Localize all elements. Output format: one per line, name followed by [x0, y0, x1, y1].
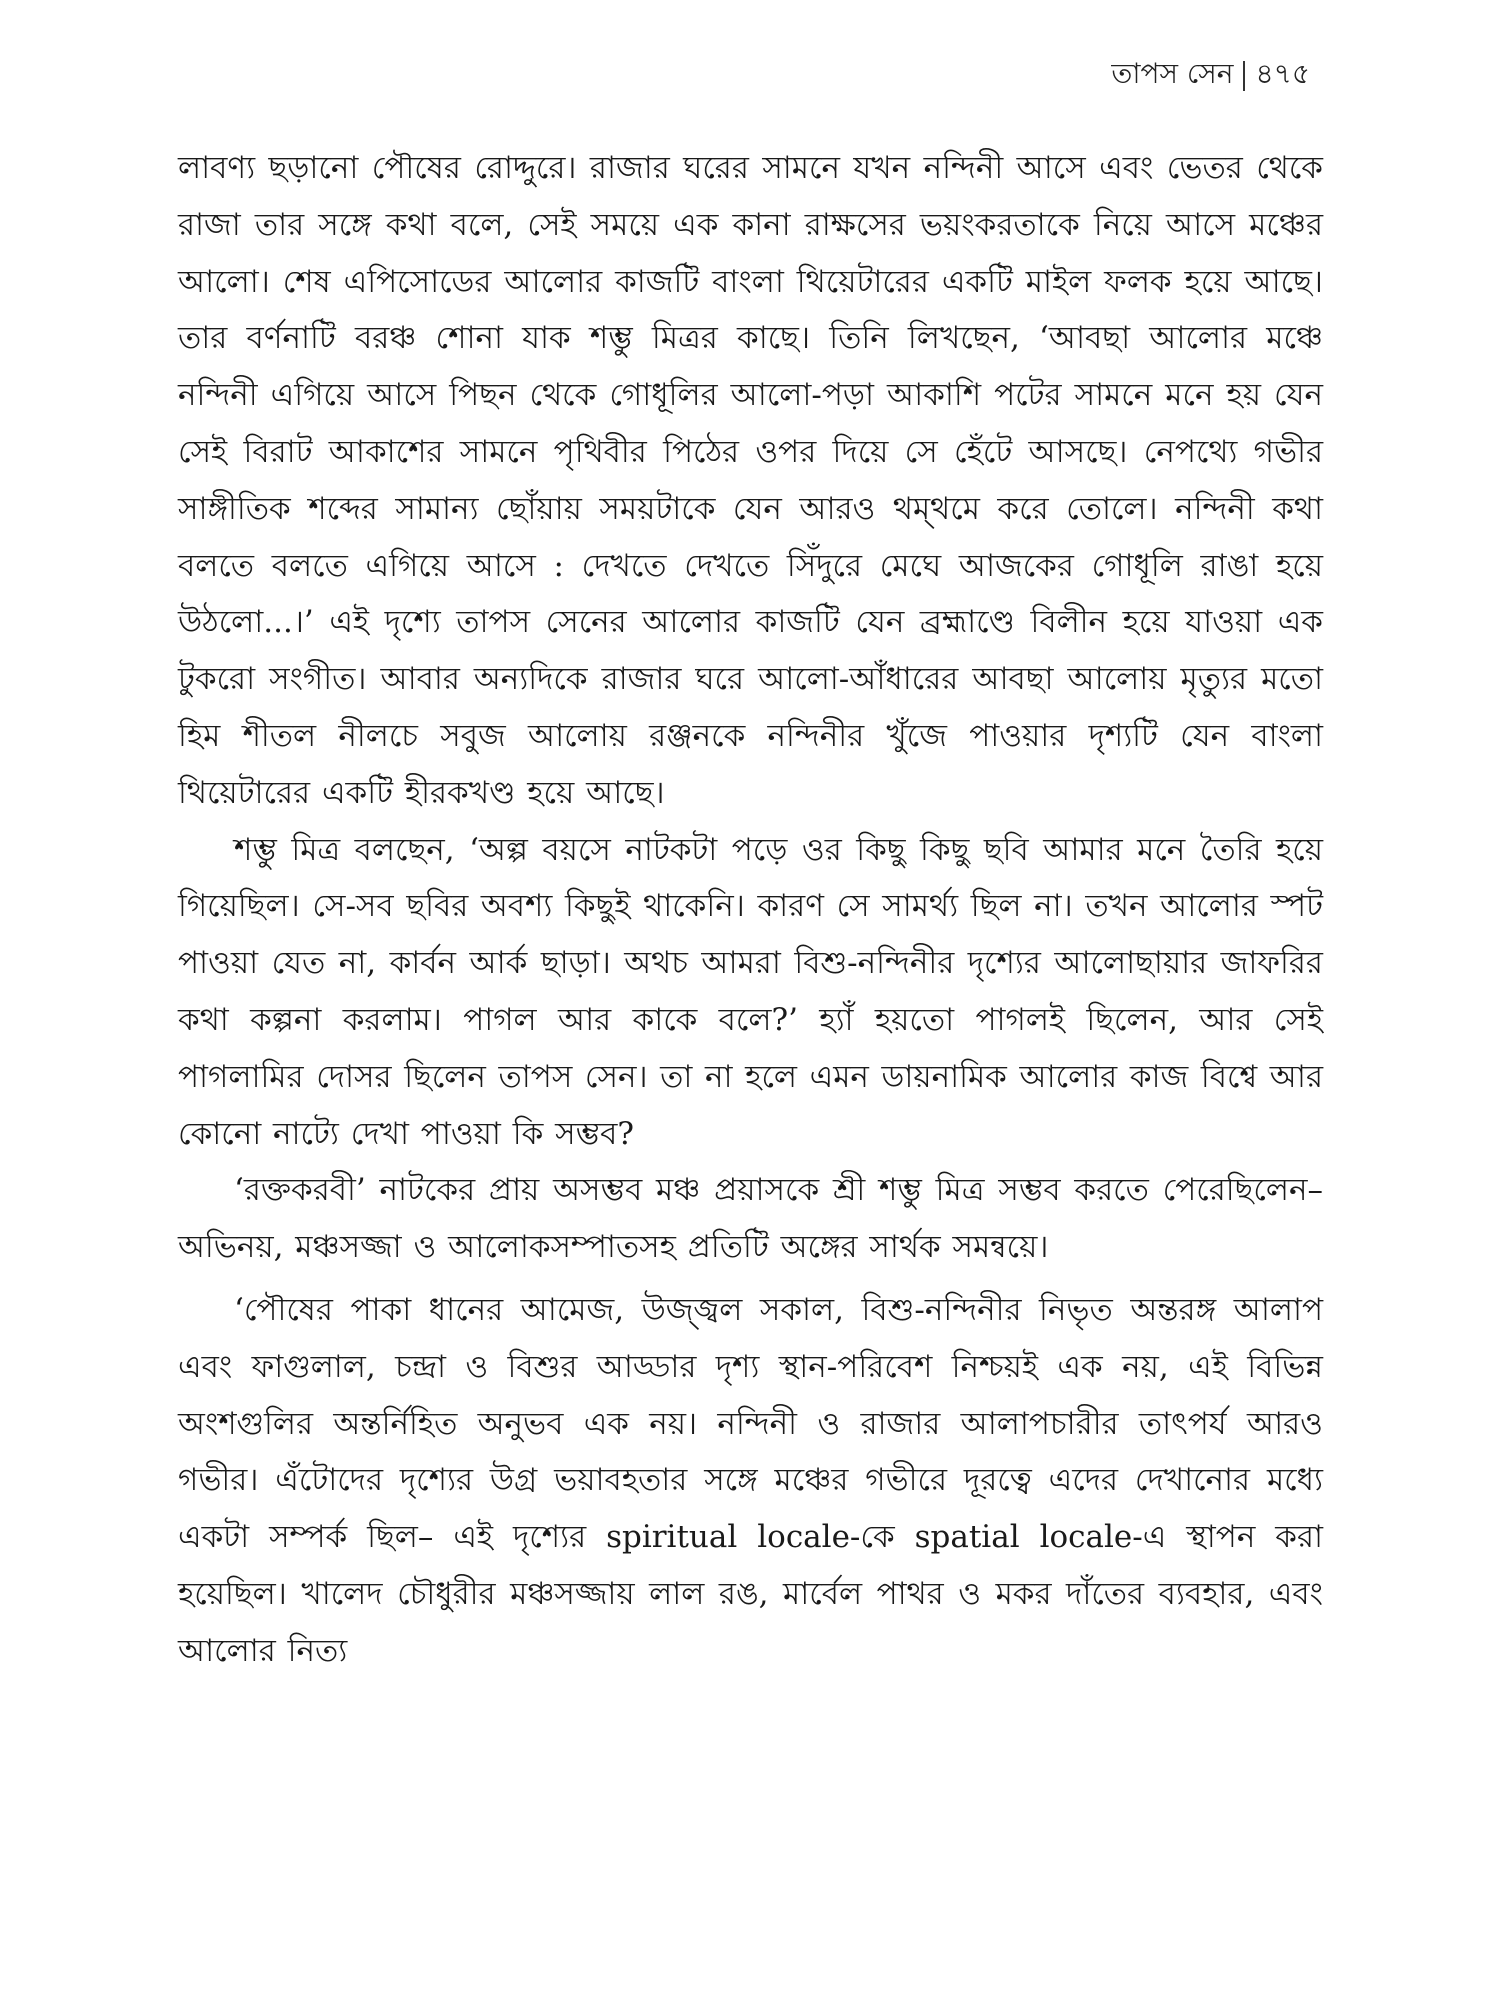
body-text: [178, 140, 1323, 1680]
page-number: ৪৭৫: [1255, 57, 1310, 90]
paragraph-2: শম্ভু মিত্র বলছেন, ‘অল্প বয়সে নাটকটা পড়ে ওর কিছু কিছু ছবি আমার মনে তৈরি হয়ে গিয়েছিল। সে-সব ছবির অবশ্য কিছুই থাকেনি। কারণ সে সামর্থ্য ছিল না। তখন আলোর স্পট পাওয়া যেত না, কার্বন আর্ক ছাড়া। অথচ আমরা বিশু-নন্দিনীর দৃশ্যের আলোছায়ার জাফরির কথা কল্পনা করলাম। পাগল আর কাকে বলে?’ হ্যাঁ হয়তো পাগলই ছিলেন, আর সেই পাগলামির দোসর ছিলেন তাপস সেন। তা না হলে এমন ডায়নামিক আলোর কাজ বিশ্বে আর কোনো নাট্যে দেখা পাওয়া কি সম্ভব?: [178, 831, 1323, 1152]
paragraph-1: লাবণ্য ছড়ানো পৌষের রোদ্দুরে। রাজার ঘরের সামনে যখন নন্দিনী আসে এবং ভেতর থেকে রাজা তার সঙ্গে কথা বলে, সেই সময়ে এক কানা রাক্ষসের ভয়ংকরতাকে নিয়ে আসে মঞ্চের আলো। শেষ এপিসোডের আলোর কাজটি বাংলা থিয়েটারের একটি মাইল ফলক হয়ে আছে। তার বর্ণনাটি বরঞ্চ শোনা যাক শম্ভু মিত্রর কাছে। তিনি লিখছেন, ‘আবছা আলোর মঞ্চে নন্দিনী এগিয়ে আসে পিছন থেকে গোধূলির আলো-পড়া আকাশি পটের সামনে মনে হয় যেন সেই বিরাট আকাশের সামনে পৃথিবীর পিঠের ওপর দিয়ে সে হেঁটে আসছে। নেপথ্যে গভীর সাঙ্গীতিক শব্দের সামান্য ছোঁয়ায় সময়টাকে যেন আরও থম্‌থমে করে তোলে। নন্দিনী কথা বলতে বলতে এগিয়ে আসে : দেখতে দেখতে সিঁদুরে মেঘে আজকের গোধূলি রাঙা হয়ে উঠলো...।’ এই দৃশ্যে তাপস সেনের আলোর কাজটি যেন ব্রহ্মাণ্ডে বিলীন হয়ে যাওয়া এক টুকরো সংগীত। আবার অন্যদিকে রাজার ঘরে আলো-আঁধারের আবছা আলোয় মৃত্যুর মতো হিম শীতল নীলচে সবুজ আলোয় রঞ্জনকে নন্দিনীর খুঁজে পাওয়ার দৃশ্যটি যেন বাংলা থিয়েটারের একটি হীরকখণ্ড হয়ে আছে।: [178, 150, 1323, 811]
running-header: [1111, 52, 1310, 99]
paragraph-3: ‘রক্তকরবী’ নাটকের প্রায় অসম্ভব মঞ্চ প্রয়াসকে শ্রী শম্ভু মিত্র সম্ভব করতে পেরেছিলেন– অভিনয়, মঞ্চসজ্জা ও আলোকসম্পাতসহ প্রতিটি অঙ্গের সার্থক সমন্বয়ে।: [178, 1172, 1323, 1266]
header-divider: [1243, 61, 1245, 91]
running-title: তাপস সেন: [1111, 57, 1234, 90]
paragraph-4: ‘পৌষের পাকা ধানের আমেজ, উজ্জ্বল সকাল, বিশু-নন্দিনীর নিভৃত অন্তরঙ্গ আলাপ এবং ফাগুলাল, চন্দ্রা ও বিশুর আড্ডার দৃশ্য স্থান-পরিবেশ নিশ্চয়ই এক নয়, এই বিভিন্ন অংশগুলির অন্তর্নিহিত অনুভব এক নয়। নন্দিনী ও রাজার আলাপচারীর তাৎপর্য আরও গভীর। এঁটোদের দৃশ্যের উগ্র ভয়াবহতার সঙ্গে মঞ্চের গভীরে দূরত্বে এদের দেখানোর মধ্যে একটা সম্পর্ক ছিল– এই দৃশ্যের spiritual locale-কে spatial locale-এ স্থাপন করা হয়েছিল। খালেদ চৌধুরীর মঞ্চসজ্জায় লাল রঙ, মার্বেল পাথর ও মকর দাঁতের ব্যবহার, এবং আলোর নিত্য: [178, 1291, 1323, 1669]
